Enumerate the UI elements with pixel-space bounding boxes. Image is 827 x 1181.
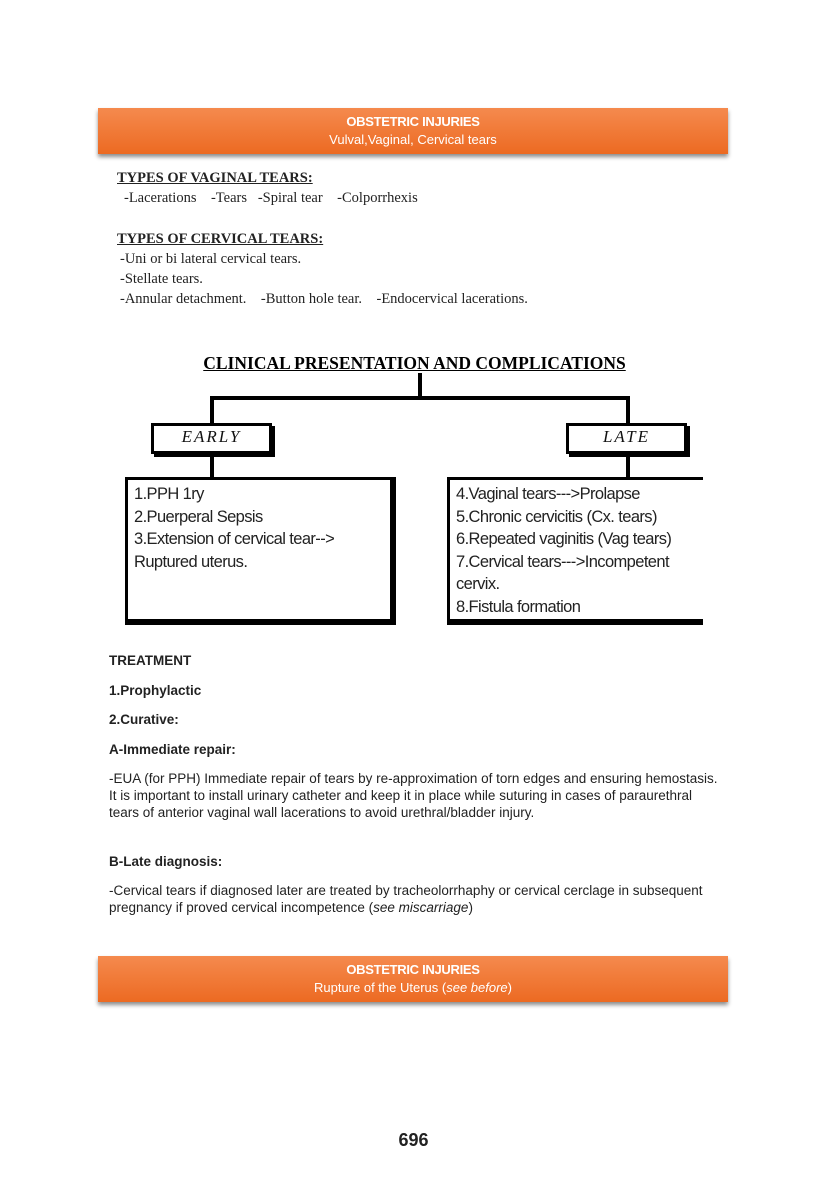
text: Rupture of the Uterus (: [313, 980, 447, 995]
banner-title: OBSTETRIC INJURIES: [346, 114, 480, 129]
list-item: 6.Repeated vaginitis (Vag tears): [456, 530, 672, 548]
cervical-line: -Uni or bi lateral cervical tears.: [120, 251, 302, 267]
cross-reference: see miscarriage: [373, 900, 469, 915]
connector-line: [210, 396, 214, 424]
late-label: LATE: [566, 423, 687, 454]
list-item: 5.Chronic cervicitis (Cx. tears): [456, 507, 657, 526]
list-item: 7.Cervical tears--->Incompetent: [456, 552, 669, 571]
list-item: 2.Puerperal Sepsis: [134, 507, 263, 526]
text: ): [468, 900, 473, 915]
cross-reference: see before: [446, 980, 508, 995]
connector-line: [626, 452, 630, 478]
connector-line: [626, 396, 630, 424]
list-item: cervix.: [456, 575, 500, 593]
banner-subtitle: Vulval,Vaginal, Cervical tears: [329, 132, 497, 147]
late-complications-box: [447, 477, 717, 625]
diagram-title: CLINICAL PRESENTATION AND COMPLICATIONS: [203, 353, 626, 373]
text: -Cervical tears if diagnosed later are treated by tracheolorrhaphy or cervical cerclage in subsequent pregnancy if proved cervical incompetence (: [109, 883, 703, 915]
treatment-heading: TREATMENT: [109, 653, 192, 668]
cervical-line: -Annular detachment. -Button hole tear. -Endocervical lacerations.: [120, 291, 528, 307]
list-item: 3.Extension of cervical tear-->: [134, 530, 335, 548]
list-item: Ruptured uterus.: [134, 552, 248, 571]
early-complications-box: [125, 477, 396, 625]
list-item: 1.PPH 1ry: [134, 485, 204, 503]
immediate-repair-heading: A-Immediate repair:: [109, 742, 236, 757]
list-item: 8.Fistula formation: [456, 597, 581, 616]
connector-line: [210, 396, 630, 400]
list-item: 4.Vaginal tears--->Prolapse: [456, 485, 640, 503]
curative-heading: 2.Curative:: [109, 712, 179, 727]
cervical-line: -Stellate tears.: [120, 271, 203, 287]
vaginal-tears-heading: TYPES OF VAGINAL TEARS:: [117, 170, 313, 186]
vaginal-tears-list: -Lacerations -Tears -Spiral tear -Colporrhexis: [124, 190, 418, 206]
page-number: 696: [398, 1130, 429, 1150]
connector-line: [210, 452, 214, 478]
immediate-repair-text: -EUA (for PPH) Immediate repair of tears by re-approximation of torn edges and ensuring hemostasis. It is important to install urinary catheter and keep it in place while suturing in cases of paraurethral tears of anterior vaginal wall lacerations to avoid urethral/bladder injury.: [109, 771, 718, 820]
banner-title: OBSTETRIC INJURIES: [346, 962, 480, 977]
early-label: EARLY: [151, 423, 272, 454]
prophylactic-heading: 1.Prophylactic: [109, 683, 202, 698]
section-banner: [98, 956, 728, 1002]
late-diagnosis-heading: B-Late diagnosis:: [109, 854, 223, 869]
section-banner: [98, 108, 728, 154]
late-diagnosis-text: [109, 882, 719, 916]
cervical-tears-heading: TYPES OF CERVICAL TEARS:: [117, 231, 324, 247]
banner-subtitle: [98, 979, 728, 997]
text: ): [507, 980, 512, 995]
